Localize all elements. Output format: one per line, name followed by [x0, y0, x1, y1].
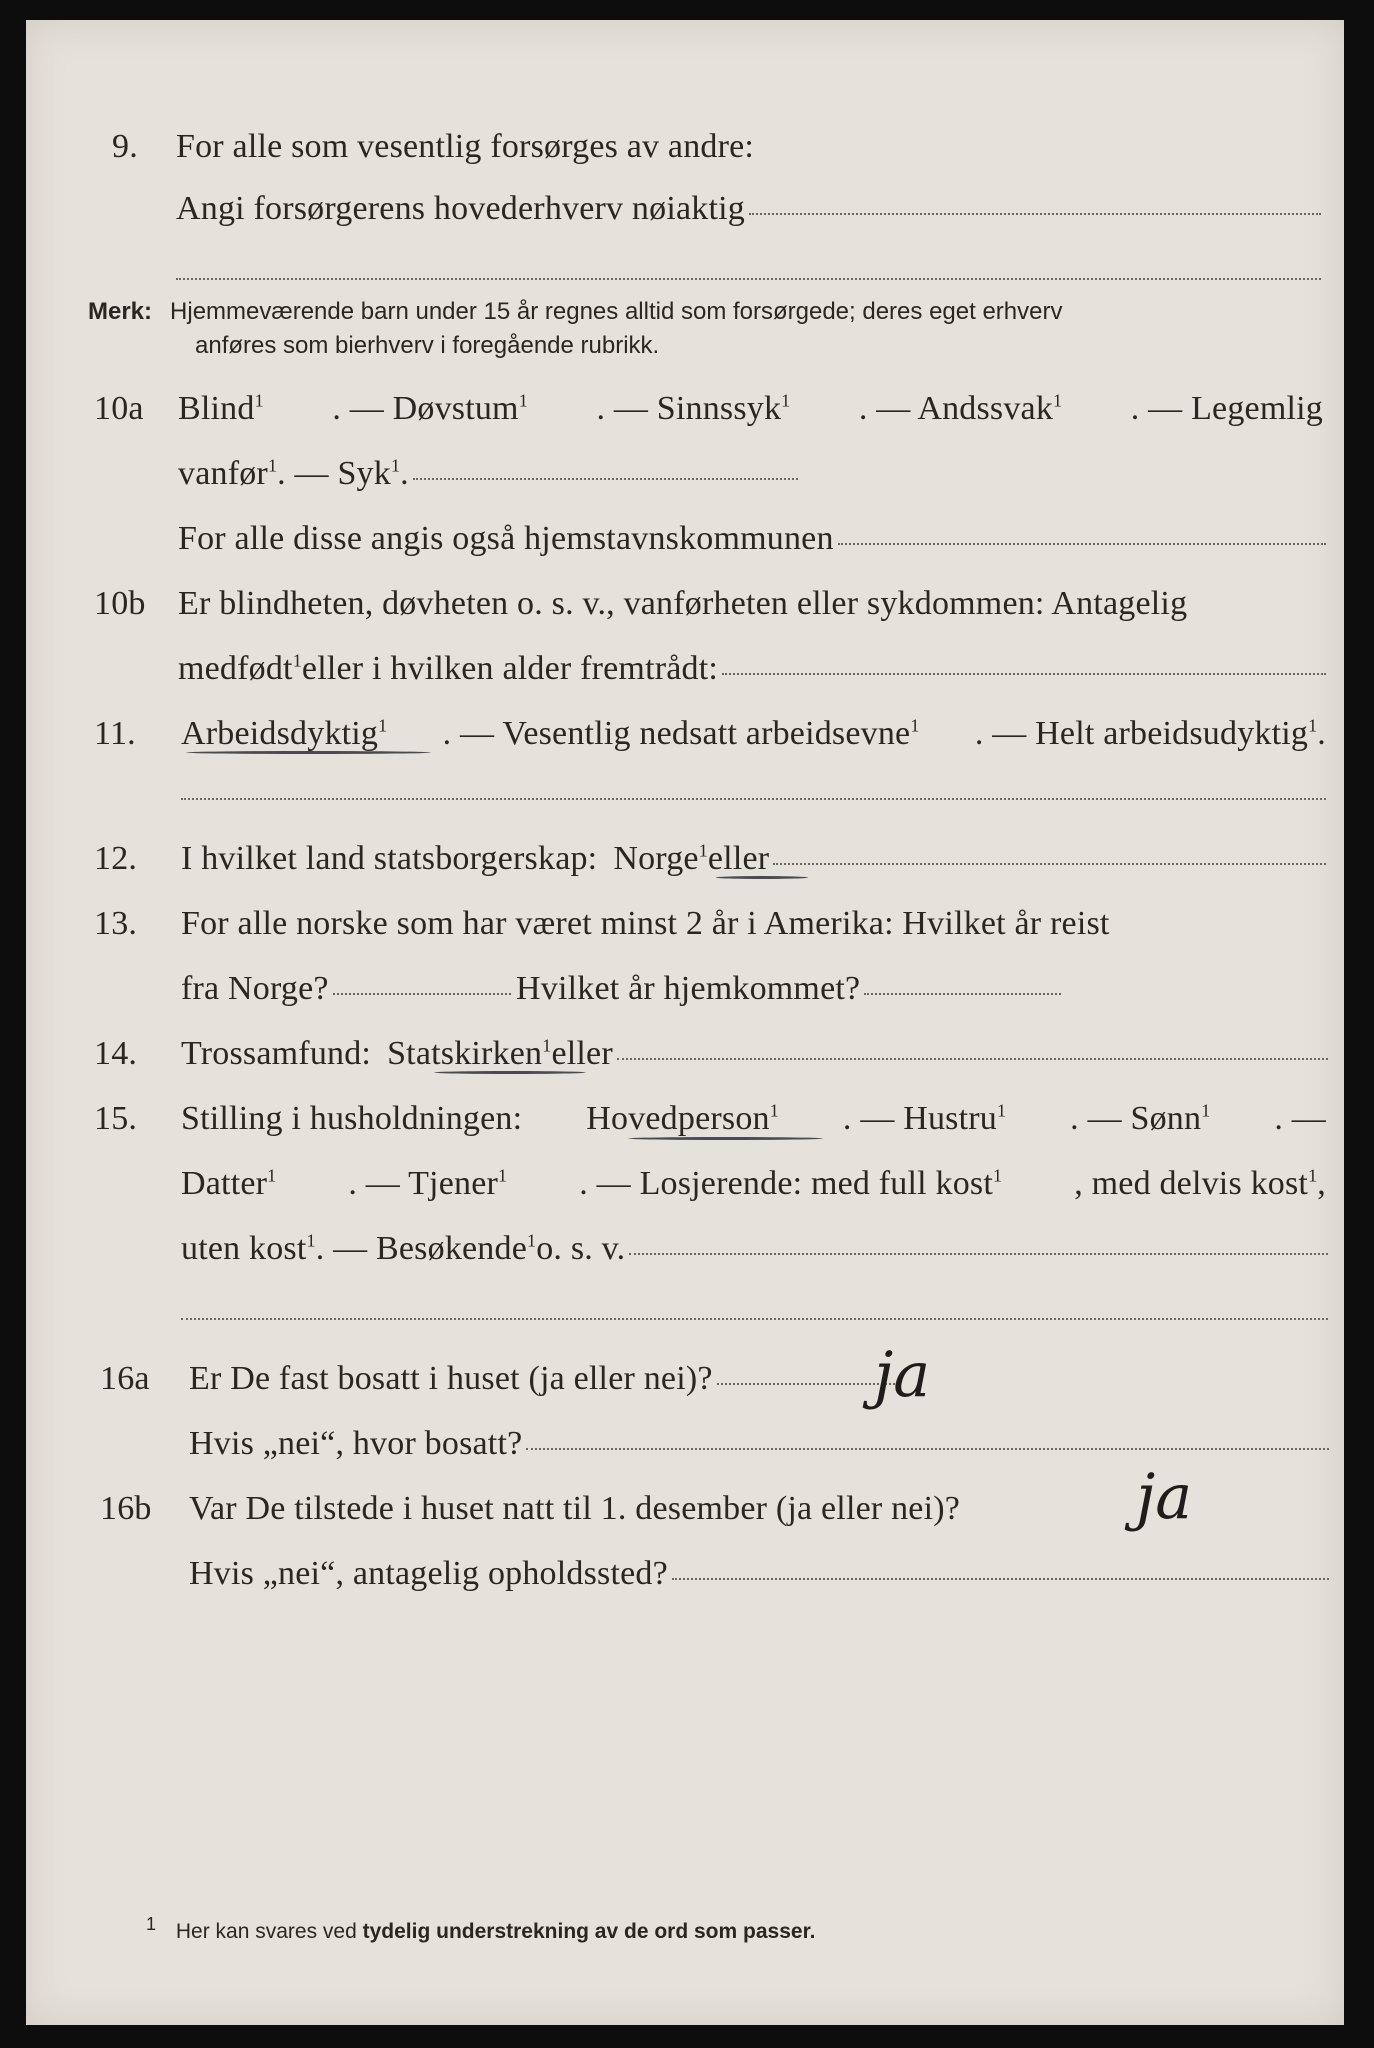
note-label: Merk:	[88, 298, 153, 325]
answer-field[interactable]	[629, 1253, 1328, 1255]
question-text: Er De fast bosatt i huset (ja eller nei)?	[189, 1360, 713, 1397]
option-besokende[interactable]: . — Besøkende$^1$	[315, 1230, 537, 1267]
question-number: 16a	[100, 1360, 150, 1397]
answer-field[interactable]	[717, 1383, 899, 1385]
footnote-mark: 1	[146, 1914, 157, 1934]
question-number: 10b	[94, 585, 146, 622]
answer-field-reist[interactable]	[333, 993, 511, 995]
question-number: 10a	[94, 390, 144, 427]
handwritten-underline	[628, 1137, 823, 1140]
handwritten-underline	[186, 751, 431, 754]
note-text: anføres som bierhverv i foregående rubrikk.	[195, 332, 660, 359]
option-syk[interactable]: . — Syk$^1$	[277, 455, 401, 492]
handwritten-answer: ja	[874, 1338, 931, 1411]
option-legemlig[interactable]: . — Legemlig	[1130, 390, 1323, 427]
answer-field[interactable]	[617, 1058, 1328, 1060]
option-sonn[interactable]: . — Sønn$^1$	[1070, 1100, 1211, 1137]
handwritten-answer: ja	[1136, 1460, 1193, 1533]
question-text: Hvilket år hjemkommet?	[516, 970, 861, 1007]
footnote: $^1$ Her kan svares ved tydelig understrekning av de ord som passer.	[146, 1914, 816, 1943]
note-merk	[88, 298, 1338, 360]
option-vanfor[interactable]: vanfør$^1$	[178, 455, 278, 492]
handwritten-underline	[716, 876, 808, 879]
option-nedsatt-arbeidsevne[interactable]: . — Vesentlig nedsatt arbeidsevne$^1$	[442, 715, 920, 752]
option-arbeidsdyktig[interactable]: Arbeidsdyktig$^1$	[181, 715, 388, 752]
question-number: 11.	[94, 715, 136, 752]
option-full-kost[interactable]: . — Losjerende: med full kost$^1$	[579, 1165, 1003, 1202]
option-sinnssyk[interactable]: . — Sinnssyk$^1$	[596, 390, 791, 427]
question-text: Angi forsørgerens hovederhverv nøiaktig	[176, 190, 745, 227]
option-hovedperson[interactable]: Hovedperson$^1$	[586, 1100, 779, 1137]
answer-field[interactable]	[181, 1318, 1328, 1320]
option-dovstum[interactable]: . — Døvstum$^1$	[332, 390, 528, 427]
answer-field[interactable]	[181, 798, 1326, 800]
option-hustru[interactable]: . — Hustru$^1$	[842, 1100, 1007, 1137]
question-text: Var De tilstede i huset natt til 1. desember (ja eller nei)?	[189, 1490, 961, 1527]
question-text: For alle som vesentlig forsørges av andre:	[176, 128, 755, 165]
option-statskirken[interactable]: Statskirken$^1$	[387, 1035, 552, 1072]
option-andssvak[interactable]: . — Andssvak$^1$	[858, 390, 1063, 427]
option-delvis-kost[interactable]: , med delvis kost$^1$,	[1074, 1165, 1326, 1202]
answer-field[interactable]	[672, 1578, 1329, 1580]
question-number: 14.	[94, 1035, 138, 1072]
answer-field[interactable]	[176, 278, 1321, 280]
answer-field[interactable]	[773, 863, 1326, 865]
question-number: 13.	[94, 905, 138, 942]
question-text: For alle norske som har været minst 2 år i Amerika: Hvilket år reist	[181, 905, 1110, 942]
question-number: 9.	[112, 128, 138, 165]
census-form-page: 9. For alle som vesentlig forsørges av andre: Angi forsørgerens hovederhverv nøiaktig Merk: Hjemmeværende barn under 15 år regnes alltid som forsørgede; deres eget erhverv anføres som bierhverv i foregående rubrikk. 10a Blind$^1$ . — Døvstum$^1$ . — Sinnssyk$^1$ . — Andssvak$^1$ . — Legemlig vanfør$^1$ . — Syk$^1$ . For alle disse angis også hjemstavnskommunen 10b Er blindheten, døvheten o. s. v., vanførheten eller sykdommen: Antagelig medfødt$^1$ eller i hvilken alder fremtrådt: 11. Arbeidsdyktig$^1$ . — Vesentlig nedsatt arbeidsevne$^1$ . — Helt arbeidsudyktig$^1$. 12. I hvilket land statsborgerskap: Norge$^1$ eller 13. For alle norske som har været minst 2 år i Amerika: Hvilket år reist fra Norge? Hvilket år hjemkommet? 14. Trossamfund: Statskirken$^1$ eller 15. Stilling i husholdningen: Hovedperson$^1$ . — Hustru$^1$ . — Sønn$^1$ . — Datter$^1$ . — Tjener$^1$ . — Losjerende: med full kost$^1$ , med delvis kost$^1$, uten kost$^1$ . — Besøkende$^1$ o. s. v. 16a Er De fast bosatt i huset (ja eller nei)? ja Hvis „nei“, hvor bosatt? 16b Var De tilstede i huset natt til 1. desember (ja eller nei)? ja Hvis „nei“, antagelig opholdssted? $^1$ Her kan svares ved tydelig understrekning av de ord som passer.	[26, 20, 1344, 2025]
answer-field[interactable]	[838, 543, 1326, 545]
option-arbeidsudyktig[interactable]: . — Helt arbeidsudyktig$^1$.	[974, 715, 1326, 752]
option-datter[interactable]: Datter$^1$	[181, 1165, 277, 1202]
question-number: 12.	[94, 840, 138, 877]
answer-field[interactable]	[413, 478, 798, 480]
question-text: I hvilket land statsborgerskap:	[181, 840, 598, 877]
question-number: 15.	[94, 1100, 138, 1137]
question-number: 16b	[100, 1490, 152, 1527]
question-text: For alle disse angis også hjemstavnskommunen	[178, 520, 834, 557]
answer-field[interactable]	[722, 673, 1326, 675]
question-text: Er blindheten, døvheten o. s. v., vanførheten eller sykdommen: Antagelig	[178, 585, 1188, 622]
question-text: Hvis „nei“, hvor bosatt?	[189, 1425, 523, 1462]
note-text: Hjemmeværende barn under 15 år regnes alltid som forsørgede; deres eget erhverv	[170, 298, 1063, 325]
option-norge[interactable]: Norge$^1$	[613, 840, 708, 877]
option-uten-kost[interactable]: uten kost$^1$	[181, 1230, 316, 1267]
answer-field[interactable]	[526, 1448, 1329, 1450]
option-blind[interactable]: Blind$^1$	[178, 390, 264, 427]
answer-field[interactable]	[749, 213, 1321, 215]
question-text: eller i hvilken alder fremtrådt:	[301, 650, 719, 687]
handwritten-underline	[434, 1071, 586, 1074]
question-text: Stilling i husholdningen:	[181, 1100, 523, 1137]
option-medfodt[interactable]: medfødt$^1$	[178, 650, 302, 687]
answer-field-hjemkommet[interactable]	[864, 993, 1061, 995]
question-text: fra Norge?	[181, 970, 329, 1007]
question-text: Hvis „nei“, antagelig opholdssted?	[189, 1555, 668, 1592]
option-tjener[interactable]: . — Tjener$^1$	[348, 1165, 508, 1202]
question-text: Trossamfund:	[181, 1035, 372, 1072]
